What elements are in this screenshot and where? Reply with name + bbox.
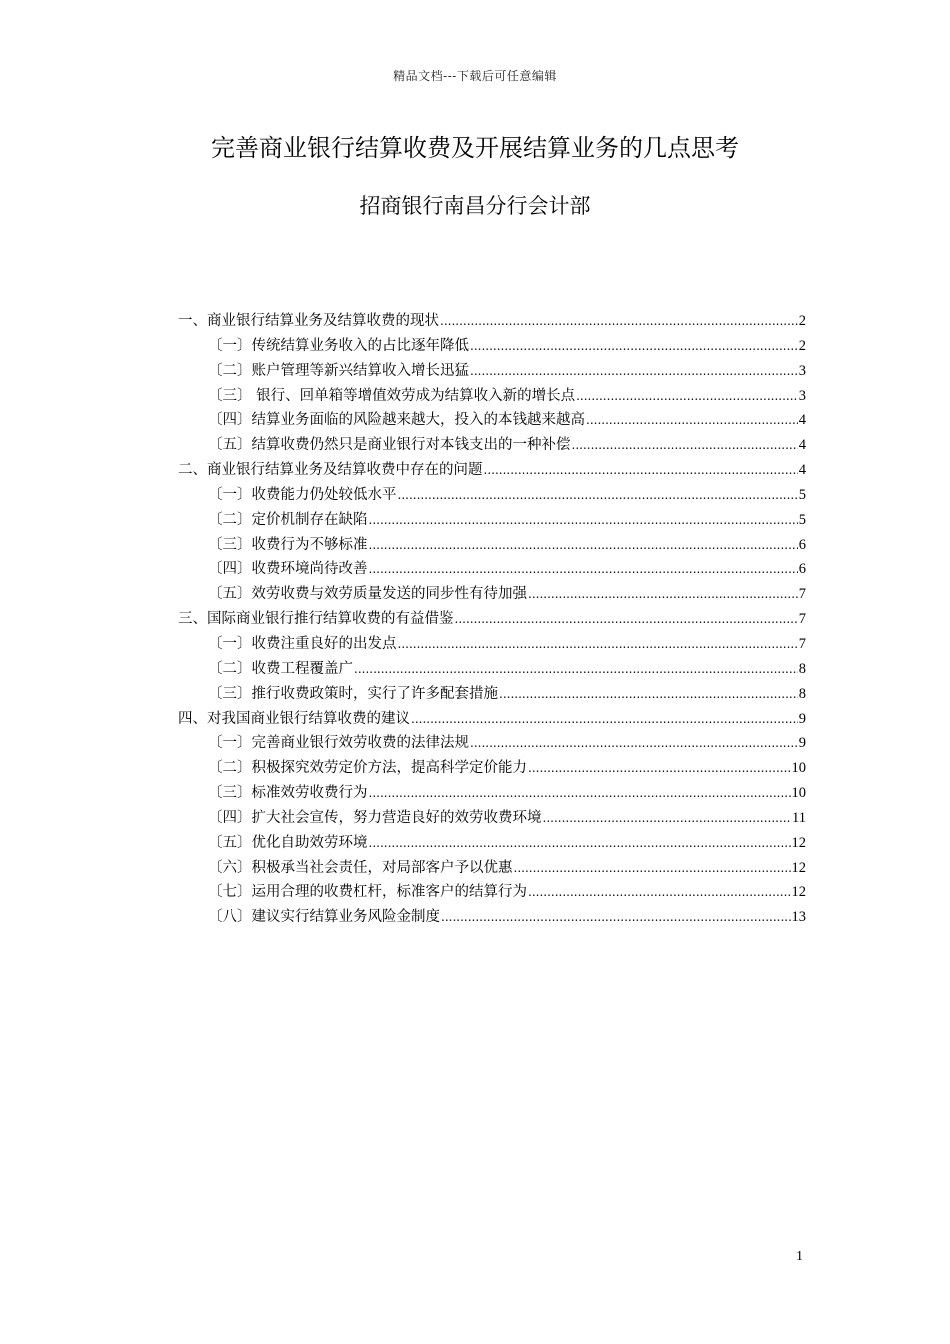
toc-entry-label: 〔五〕结算收费仍然只是商业银行对本钱支出的一种补偿 xyxy=(208,437,571,454)
toc-entry-page: 6 xyxy=(798,536,806,553)
header-note: 精品文档---下载后可任意编辑 xyxy=(393,69,557,83)
toc-entry-label: 〔一〕传统结算业务收入的占比逐年降低 xyxy=(208,337,469,354)
toc-entry-page: 11 xyxy=(792,809,806,826)
toc-dot-leader xyxy=(586,408,798,433)
toc-dot-leader xyxy=(398,632,798,657)
toc-entry-section[interactable] xyxy=(178,682,806,707)
toc-entry-page: 12 xyxy=(791,834,806,851)
toc-dot-leader xyxy=(543,806,792,831)
toc-dot-leader xyxy=(369,533,798,558)
toc-entry-section[interactable] xyxy=(178,831,806,856)
toc-entry-page: 5 xyxy=(798,486,806,503)
toc-dot-leader xyxy=(440,309,798,334)
toc-entry-section[interactable] xyxy=(178,533,806,558)
toc-entry-section[interactable] xyxy=(178,359,806,384)
toc-entry-section[interactable] xyxy=(178,781,806,806)
toc-dot-leader xyxy=(470,731,798,756)
toc-entry-label: 〔三〕推行收费政策时，实行了许多配套措施 xyxy=(208,685,498,702)
toc-entry-label: 〔四〕结算业务面临的风险越来越大，投入的本钱越来越高 xyxy=(208,412,585,429)
toc-entry-section[interactable] xyxy=(178,657,806,682)
toc-entry-section[interactable] xyxy=(178,508,806,533)
toc-entry-page: 12 xyxy=(791,859,806,876)
toc-entry-page: 13 xyxy=(791,909,806,926)
toc-entry-page: 2 xyxy=(798,313,806,329)
toc-dot-leader xyxy=(369,508,798,533)
toc-entry-label: 四、对我国商业银行结算收费的建议 xyxy=(178,710,410,727)
toc-dot-leader xyxy=(470,334,798,359)
toc-entry-section[interactable] xyxy=(178,408,806,433)
toc-entry-page: 3 xyxy=(798,387,806,404)
toc-entry-page: 4 xyxy=(798,437,806,454)
toc-entry-label: 〔二〕定价机制存在缺陷 xyxy=(208,511,368,528)
toc-dot-leader xyxy=(576,384,798,409)
toc-entry-page: 8 xyxy=(798,660,806,677)
toc-entry-label: 〔六〕积极承当社会责任，对局部客户予以优惠 xyxy=(208,859,513,876)
toc-dot-leader xyxy=(572,433,798,458)
toc-entry-label: 〔七〕运用合理的收费杠杆，标准客户的结算行为 xyxy=(208,884,527,901)
toc-entry-label: 二、商业银行结算业务及结算收费中存在的问题 xyxy=(178,462,483,479)
toc-dot-leader xyxy=(455,607,798,632)
toc-entry-label: 〔五〕效劳收费与效劳质量发送的同步性有待加强 xyxy=(208,586,527,603)
toc-entry-section[interactable] xyxy=(178,582,806,607)
toc-entry-chapter[interactable] xyxy=(178,309,806,334)
toc-dot-leader xyxy=(528,582,798,607)
toc-entry-section[interactable] xyxy=(178,557,806,582)
toc-dot-leader xyxy=(369,557,798,582)
toc-entry-label: 〔一〕收费注重良好的出发点 xyxy=(208,635,397,652)
toc-entry-page: 4 xyxy=(798,462,806,479)
toc-entry-section[interactable] xyxy=(178,632,806,657)
toc-dot-leader xyxy=(398,483,798,508)
toc-entry-page: 10 xyxy=(791,760,806,777)
toc-entry-label: 〔三〕收费行为不够标准 xyxy=(208,536,368,553)
toc-entry-page: 5 xyxy=(798,511,806,528)
toc-entry-label: 〔四〕收费环境尚待改善 xyxy=(208,561,368,578)
toc-dot-leader xyxy=(484,458,798,483)
toc-dot-leader xyxy=(369,781,791,806)
toc-entry-page: 9 xyxy=(798,710,806,727)
toc-entry-section[interactable] xyxy=(178,384,806,409)
toc-dot-leader xyxy=(470,359,798,384)
toc-entry-label: 〔四〕扩大社会宣传，努力营造良好的效劳收费环境 xyxy=(208,809,542,826)
toc-entry-label: 〔三〕 银行、回单箱等增值效劳成为结算收入新的增长点 xyxy=(208,387,576,404)
toc-entry-label: 〔二〕账户管理等新兴结算收入增长迅猛 xyxy=(208,362,469,379)
table-of-contents xyxy=(178,309,806,930)
toc-dot-leader xyxy=(441,905,791,930)
toc-entry-page: 6 xyxy=(798,561,806,578)
toc-entry-page: 4 xyxy=(798,412,806,429)
toc-entry-chapter[interactable] xyxy=(178,707,806,732)
document-title: 完善商业银行结算收费及开展结算业务的几点思考 xyxy=(211,134,739,162)
toc-entry-label: 〔八〕建议实行结算业务风险金制度 xyxy=(208,909,440,926)
toc-entry-chapter[interactable] xyxy=(178,458,806,483)
toc-entry-page: 7 xyxy=(798,611,806,628)
toc-entry-page: 12 xyxy=(791,884,806,901)
toc-entry-chapter[interactable] xyxy=(178,607,806,632)
toc-entry-label: 一、商业银行结算业务及结算收费的现状 xyxy=(178,313,439,329)
toc-entry-section[interactable] xyxy=(178,806,806,831)
toc-entry-section[interactable] xyxy=(178,483,806,508)
toc-entry-label: 〔一〕完善商业银行效劳收费的法律法规 xyxy=(208,735,469,752)
toc-entry-section[interactable] xyxy=(178,433,806,458)
toc-dot-leader xyxy=(514,856,791,881)
toc-entry-label: 〔三〕标准效劳收费行为 xyxy=(208,785,368,802)
toc-dot-leader xyxy=(354,657,798,682)
toc-dot-leader xyxy=(411,707,798,732)
toc-entry-page: 3 xyxy=(798,362,806,379)
toc-dot-leader xyxy=(369,831,791,856)
toc-entry-page: 7 xyxy=(798,635,806,652)
toc-entry-page: 8 xyxy=(798,685,806,702)
toc-entry-page: 9 xyxy=(798,735,806,752)
toc-entry-section[interactable] xyxy=(178,334,806,359)
toc-dot-leader xyxy=(528,756,791,781)
toc-entry-section[interactable] xyxy=(178,905,806,930)
toc-dot-leader xyxy=(499,682,798,707)
toc-entry-page: 2 xyxy=(798,337,806,354)
toc-entry-label: 三、国际商业银行推行结算收费的有益借鉴 xyxy=(178,611,454,628)
toc-entry-label: 〔五〕优化自助效劳环境 xyxy=(208,834,368,851)
toc-entry-page: 7 xyxy=(798,586,806,603)
toc-entry-section[interactable] xyxy=(178,731,806,756)
toc-dot-leader xyxy=(528,880,791,905)
toc-entry-label: 〔二〕收费工程覆盖广 xyxy=(208,660,353,677)
toc-entry-label: 〔一〕收费能力仍处较低水平 xyxy=(208,486,397,503)
toc-entry-section[interactable] xyxy=(178,756,806,781)
toc-entry-section[interactable] xyxy=(178,880,806,905)
toc-entry-section[interactable] xyxy=(178,856,806,881)
toc-entry-page: 10 xyxy=(791,785,806,802)
document-subtitle: 招商银行南昌分行会计部 xyxy=(359,194,591,218)
page-number: 1 xyxy=(796,1249,803,1264)
toc-entry-label: 〔二〕积极探究效劳定价方法，提高科学定价能力 xyxy=(208,760,527,777)
